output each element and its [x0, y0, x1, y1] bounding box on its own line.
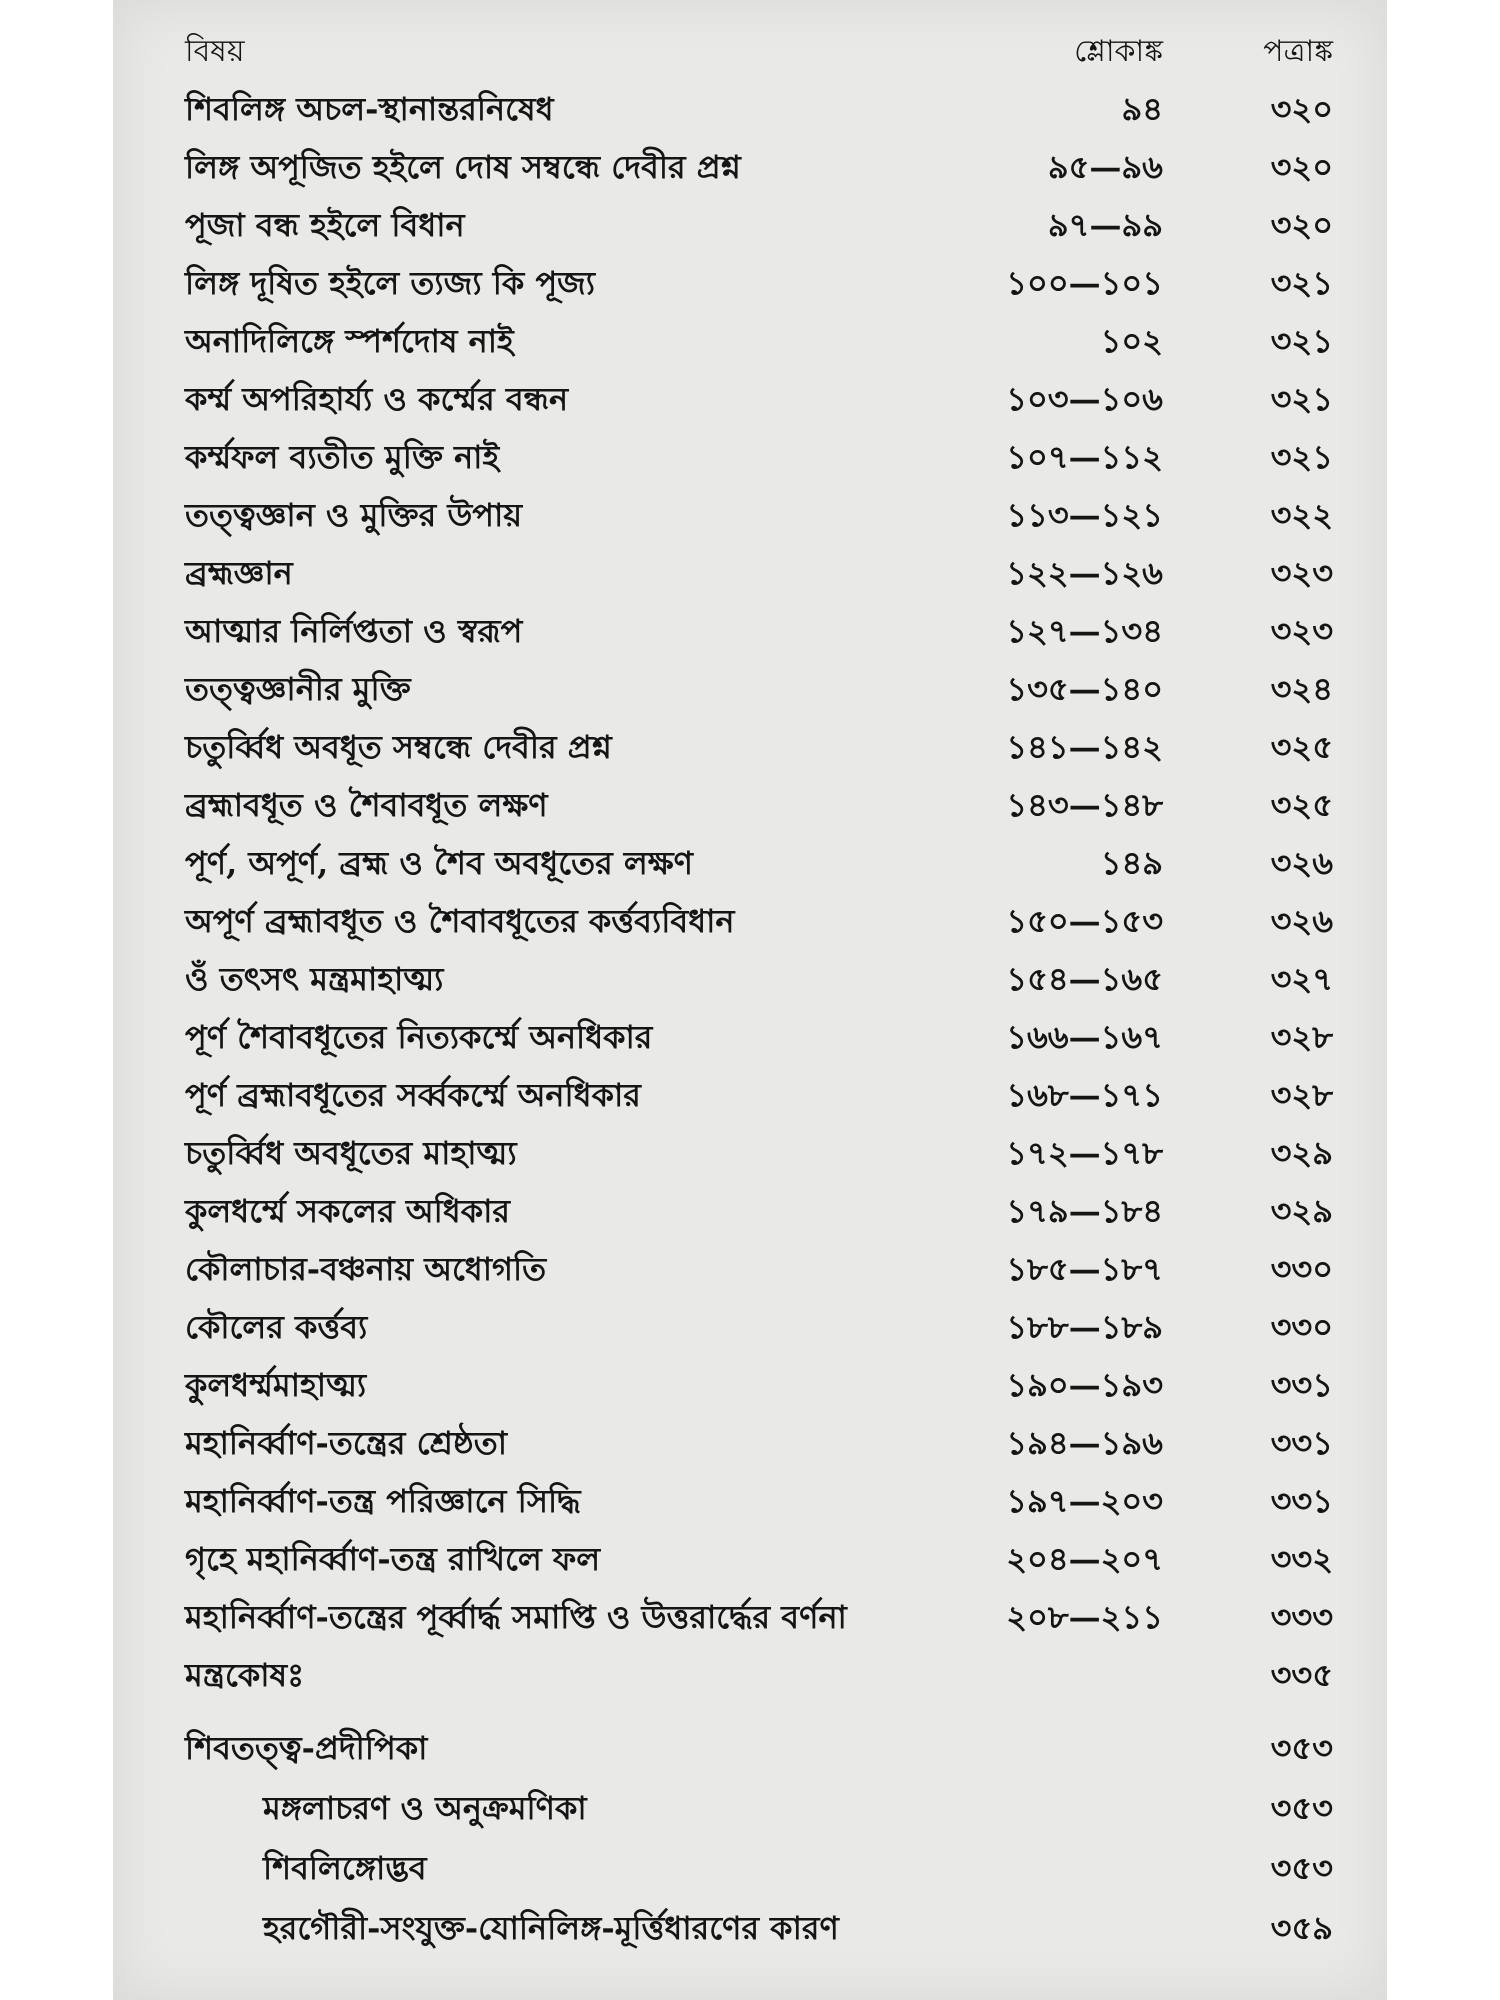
- toc-row-verse: ১৫৪—১৬৫: [1006, 960, 1163, 998]
- toc-row-page: ৩৩২: [1270, 1540, 1333, 1578]
- toc-row-title: মঙ্গলাচরণ ও অনুক্রমণিকা: [263, 1789, 587, 1827]
- toc-row-verse: ৯৪: [1121, 90, 1163, 128]
- toc-row-verse: ১৯৪—১৯৬: [1006, 1424, 1163, 1462]
- toc-row-title: মহানির্ব্বাণ-তন্ত্রের পূর্ব্বার্দ্ধ সমাপ্তি ও উত্তরার্দ্ধের বর্ণনা: [185, 1598, 847, 1636]
- toc-row-title: চতুর্ব্বিধ অবধূত সম্বন্ধে দেবীর প্রশ্ন: [185, 728, 612, 766]
- toc-row: [113, 200, 1387, 250]
- toc-row-verse: ৯৭—৯৯: [1047, 206, 1163, 244]
- toc-row-verse: ১২৭—১৩৪: [1006, 612, 1163, 650]
- toc-row-verse: ৯৫—৯৬: [1047, 148, 1163, 186]
- toc-row-verse: ১০৭—১১২: [1006, 438, 1163, 476]
- toc-row-title: শিবলিঙ্গ অচল-স্থানান্তরনিষেধ: [185, 90, 554, 128]
- toc-row-page: ৩৫৯: [1270, 1909, 1333, 1947]
- toc-row-page: ৩২১: [1270, 380, 1333, 418]
- toc-row-page: ৩২৪: [1270, 670, 1333, 708]
- toc-row: [113, 1783, 1387, 1833]
- toc-row-title: ব্রহ্মজ্ঞান: [185, 554, 293, 592]
- toc-row: [113, 1302, 1387, 1352]
- toc-row-title: মহানির্ব্বাণ-তন্ত্রের শ্রেষ্ঠতা: [185, 1424, 508, 1462]
- toc-row-page: ৩৩৩: [1270, 1598, 1333, 1636]
- toc-row-page: ৩২৯: [1270, 1134, 1333, 1172]
- toc-row-verse: ১০২: [1100, 322, 1163, 360]
- toc-row-page: ৩৩০: [1270, 1250, 1333, 1288]
- toc-row-title: হরগৌরী-সংযুক্ত-যোনিলিঙ্গ-মূর্ত্তিধারণের কারণ: [263, 1909, 839, 1947]
- toc-row-page: ৩৩০: [1270, 1308, 1333, 1346]
- toc-row: [113, 432, 1387, 482]
- toc-row-title: কর্ম্মফল ব্যতীত মুক্তি নাই: [185, 438, 500, 476]
- toc-row-title: ওঁ তৎসৎ মন্ত্রমাহাত্ম্য: [185, 960, 444, 998]
- toc-row-verse: ১১৩—১২১: [1006, 496, 1163, 534]
- toc-row-verse: ১৩৫—১৪০: [1006, 670, 1163, 708]
- toc-row-page: ৩৫৩: [1270, 1729, 1333, 1767]
- toc-row: [113, 548, 1387, 598]
- toc-row: [113, 722, 1387, 772]
- toc-row-title: মহানির্ব্বাণ-তন্ত্র পরিজ্ঞানে সিদ্ধি: [185, 1482, 581, 1520]
- toc-row-title: তত্ত্বজ্ঞানীর মুক্তি: [185, 670, 411, 708]
- toc-row-title: গৃহে মহানির্ব্বাণ-তন্ত্র রাখিলে ফল: [185, 1540, 601, 1578]
- toc-row: [113, 664, 1387, 714]
- header-page-number: পত্রাঙ্ক: [1263, 34, 1333, 69]
- toc-row-title: লিঙ্গ অপূজিত হইলে দোষ সম্বন্ধে দেবীর প্রশ্ন: [185, 148, 741, 186]
- table-header: [113, 27, 1387, 77]
- toc-row-verse: ১২২—১২৬: [1006, 554, 1163, 592]
- toc-row-page: ৩২৯: [1270, 1192, 1333, 1230]
- toc-row-page: ৩৫৩: [1270, 1789, 1333, 1827]
- header-verse-number: শ্লোকাঙ্ক: [1074, 34, 1163, 69]
- toc-row: [113, 896, 1387, 946]
- toc-row: [113, 1418, 1387, 1468]
- toc-row-verse: ১৪৯: [1100, 844, 1163, 882]
- toc-row: [113, 1128, 1387, 1178]
- toc-row: [113, 838, 1387, 888]
- toc-row-verse: ১৬৬—১৬৭: [1006, 1018, 1163, 1056]
- toc-row-verse: ১০০—১০১: [1006, 264, 1163, 302]
- toc-row: [113, 84, 1387, 134]
- toc-row-page: ৩২০: [1270, 90, 1333, 128]
- toc-row-title: অনাদিলিঙ্গে স্পর্শদোষ নাই: [185, 322, 514, 360]
- toc-row-title: তত্ত্বজ্ঞান ও মুক্তির উপায়: [185, 496, 523, 534]
- toc-row-page: ৩২৫: [1270, 728, 1333, 766]
- toc-row-title: কুলধর্ম্মে সকলের অধিকার: [185, 1192, 510, 1230]
- toc-row-verse: ২০৮—২১১: [1006, 1598, 1163, 1636]
- toc-row-page: ৩২৬: [1270, 902, 1333, 940]
- toc-row: [113, 374, 1387, 424]
- toc-row-verse: ১০৩—১০৬: [1006, 380, 1163, 418]
- toc-row-page: ৩২০: [1270, 206, 1333, 244]
- toc-row-page: ৩২৮: [1270, 1076, 1333, 1114]
- toc-row-page: ৩২৩: [1270, 612, 1333, 650]
- toc-row: [113, 780, 1387, 830]
- toc-row-page: ৩২২: [1270, 496, 1333, 534]
- toc-row-page: ৩২৬: [1270, 844, 1333, 882]
- toc-row: [113, 1186, 1387, 1236]
- toc-row: [113, 606, 1387, 656]
- toc-row-title: পূজা বন্ধ হইলে বিধান: [185, 206, 465, 244]
- toc-row-page: ৩৩৫: [1270, 1656, 1333, 1694]
- toc-row-verse: ২০৪—২০৭: [1006, 1540, 1163, 1578]
- toc-row: [113, 1360, 1387, 1410]
- toc-row-page: ৩২১: [1270, 322, 1333, 360]
- toc-row-page: ৩৩১: [1270, 1366, 1333, 1404]
- toc-row: [113, 258, 1387, 308]
- toc-row-title: পূর্ণ ব্রহ্মাবধূতের সর্ব্বকর্ম্মে অনধিকার: [185, 1076, 641, 1114]
- toc-row-verse: ১৬৮—১৭১: [1006, 1076, 1163, 1114]
- toc-row: [113, 1244, 1387, 1294]
- toc-row-title: শিবলিঙ্গোদ্ভব: [263, 1849, 427, 1887]
- toc-row-verse: ১৪৩—১৪৮: [1006, 786, 1163, 824]
- toc-row: [113, 490, 1387, 540]
- toc-row-verse: ১৮৮—১৮৯: [1006, 1308, 1163, 1346]
- toc-row: [113, 1476, 1387, 1526]
- toc-row-title: ব্রহ্মাবধূত ও শৈবাবধূত লক্ষণ: [185, 786, 548, 824]
- toc-row-verse: ১৭২—১৭৮: [1006, 1134, 1163, 1172]
- toc-row: [113, 1903, 1387, 1953]
- toc-row-title: মন্ত্রকোষঃ: [185, 1656, 305, 1694]
- toc-row-title: আত্মার নির্লিপ্ততা ও স্বরূপ: [185, 612, 523, 650]
- toc-row-title: কর্ম্ম অপরিহার্য্য ও কর্ম্মের বন্ধন: [185, 380, 569, 418]
- toc-row-verse: ১৯০—১৯৩: [1006, 1366, 1163, 1404]
- toc-row-page: ৩৫৩: [1270, 1849, 1333, 1887]
- toc-row-verse: ১৫০—১৫৩: [1006, 902, 1163, 940]
- toc-row: [113, 1012, 1387, 1062]
- toc-row: [113, 142, 1387, 192]
- toc-row-page: ৩২০: [1270, 148, 1333, 186]
- toc-row: [113, 1650, 1387, 1700]
- toc-row-verse: ১৯৭—২০৩: [1006, 1482, 1163, 1520]
- toc-row: [113, 316, 1387, 366]
- toc-row: [113, 954, 1387, 1004]
- toc-row-title: পূর্ণ শৈবাবধূতের নিত্যকর্ম্মে অনধিকার: [185, 1018, 653, 1056]
- toc-row-title: অপূর্ণ ব্রহ্মাবধূত ও শৈবাবধূতের কর্ত্তব্যবিধান: [185, 902, 735, 940]
- toc-row: [113, 1070, 1387, 1120]
- toc-row-page: ৩২৫: [1270, 786, 1333, 824]
- header-topic: বিষয়: [185, 34, 245, 69]
- toc-row-title: চতুর্ব্বিধ অবধূতের মাহাত্ম্য: [185, 1134, 517, 1172]
- toc-row-title: কুলধর্ম্মমাহাত্ম্য: [185, 1366, 367, 1404]
- toc-row-page: ৩২৮: [1270, 1018, 1333, 1056]
- toc-row-page: ৩৩১: [1270, 1424, 1333, 1462]
- toc-row-page: ৩২১: [1270, 264, 1333, 302]
- toc-row-title: পূর্ণ, অপূর্ণ, ব্রহ্ম ও শৈব অবধূতের লক্ষণ: [185, 844, 694, 882]
- toc-row-title: কৌলের কর্ত্তব্য: [185, 1308, 368, 1346]
- toc-row-title: শিবতত্ত্ব-প্রদীপিকা: [185, 1729, 428, 1767]
- toc-row-verse: ১৪১—১৪২: [1006, 728, 1163, 766]
- toc-row-verse: ১৭৯—১৮৪: [1006, 1192, 1163, 1230]
- toc-row-title: লিঙ্গ দূষিত হইলে ত্যজ্য কি পূজ্য: [185, 264, 596, 302]
- toc-row: [113, 1723, 1387, 1773]
- toc-row: [113, 1843, 1387, 1893]
- toc-row-verse: ১৮৫—১৮৭: [1006, 1250, 1163, 1288]
- toc-row: [113, 1534, 1387, 1584]
- toc-row-page: ৩২৩: [1270, 554, 1333, 592]
- toc-row-page: ৩২৭: [1270, 960, 1333, 998]
- toc-row-page: ৩২১: [1270, 438, 1333, 476]
- book-page: [113, 0, 1387, 2000]
- toc-row-title: কৌলাচার-বঞ্চনায় অধোগতি: [185, 1250, 547, 1288]
- toc-row: [113, 1592, 1387, 1642]
- toc-row-page: ৩৩১: [1270, 1482, 1333, 1520]
